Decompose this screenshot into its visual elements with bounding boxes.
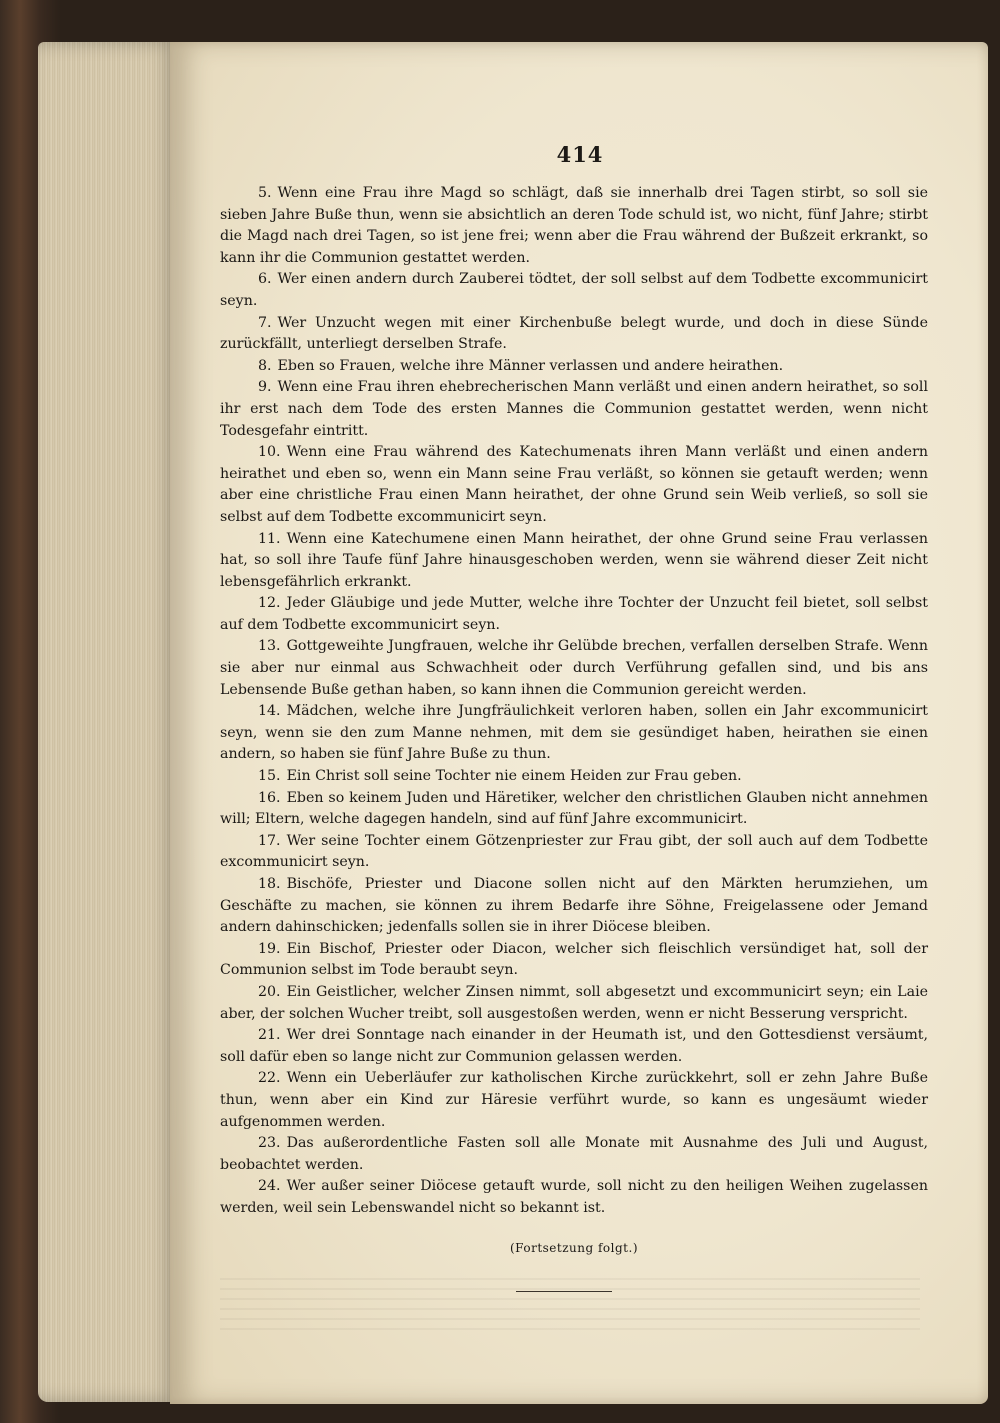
paragraph-number: 23. <box>258 1135 281 1152</box>
paragraph-text: Wenn eine Frau ihren ehebrecherischen Mann verläßt und einen andern heirathet, so soll ihr erst nach dem Tode des ersten Mannes die Communion gestattet werden, wenn nicht Todesgefahr eintritt. <box>220 379 928 439</box>
paragraph-number: 10. <box>258 444 281 461</box>
paragraph-number: 15. <box>258 768 281 785</box>
paragraph-number: 21. <box>258 1027 281 1044</box>
paragraph-text: Wer einen andern durch Zauberei tödtet, der soll selbst auf dem Todbette excommunicirt seyn. <box>220 271 928 309</box>
paragraph-text: Ein Christ soll seine Tochter nie einem Heiden zur Frau geben. <box>286 768 742 785</box>
paragraph-text: Jeder Gläubige und jede Mutter, welche ihre Tochter der Unzucht feil bietet, soll selbst auf dem Todbette excommunicirt seyn. <box>220 595 928 633</box>
paragraph-number: 13. <box>258 638 281 655</box>
paragraph-text: Das außerordentliche Fasten soll alle Monate mit Ausnahme des Juli und August, beobachtet werden. <box>220 1135 928 1173</box>
paragraph-number: 18. <box>258 876 281 892</box>
paragraph-number: 24. <box>258 1178 281 1195</box>
page-number: 414 <box>556 142 604 167</box>
paragraph-text: Mädchen, welche ihre Jungfräulichkeit verloren haben, sollen ein Jahr excommunicirt seyn, wenn sie den zum Manne nehmen, mit dem sie gesündiget haben, heirathen sie einen andern, so haben sie fünf Jahre Buße zu thun. <box>220 703 928 763</box>
paragraph-text: Eben so keinem Juden und Häretiker, welcher den christlichen Glauben nicht annehmen will; Eltern, welche dagegen handeln, sind auf fünf Jahre excommunicirt. <box>220 789 928 828</box>
paragraph-number: 12. <box>258 595 281 612</box>
paragraph-8 <box>220 356 928 378</box>
paragraph-text: Eben so Frauen, welche ihre Männer verlassen und andere heirathen. <box>277 357 784 374</box>
paragraph-text: Wer drei Sonntage nach einander in der Heumath ist, und den Gottesdienst versäumt, soll dafür eben so lange nicht zur Communion gelassen werden. <box>220 1027 928 1065</box>
paragraph-text: Bischöfe, Priester und Diacone sollen nicht auf den Märkten herumziehen, um Geschäfte zu machen, sie können zu ihrem Bedarfe ihre Söhne, Freigelassene oder Jemand andern dahinschicken; jedenfalls sollen sie in ihrer Diöcese bleiben. <box>220 876 928 936</box>
paragraph-number: 17. <box>258 832 281 849</box>
paragraph-15 <box>220 766 928 788</box>
paragraph-number: 11. <box>258 530 281 547</box>
paragraph-number: 14. <box>258 703 281 720</box>
paragraph-text: Wer Unzucht wegen mit einer Kirchenbuße belegt wurde, und doch in diese Sünde zurückfällt, unterliegt derselben Strafe. <box>220 314 928 353</box>
paragraph-number: 6. <box>258 271 272 288</box>
continued-note: (Fortsetzung folgt.) <box>510 1241 638 1255</box>
paragraph-14 <box>220 701 928 766</box>
paragraph-21 <box>220 1025 928 1068</box>
paragraph-text: Ein Geistlicher, welcher Zinsen nimmt, soll abgesetzt und excommunicirt seyn; ein Laie aber, der solchen Wucher treibt, soll ausgestoßen werden, wenn er nicht Besserung verspricht. <box>220 983 928 1022</box>
paragraph-7 <box>220 313 928 356</box>
paragraph-number: 8. <box>258 357 272 374</box>
paragraph-text: Wenn eine Katechumene einen Mann heirathet, der ohne Grund seine Frau verlassen hat, so soll ihre Taufe fünf Jahre hinausgeschoben werden, wenn sie während dieser Zeit nicht lebensgefährlich erkrankt. <box>220 530 928 590</box>
page-body <box>220 183 928 1220</box>
paragraph-23 <box>220 1133 928 1176</box>
paragraph-6 <box>220 269 928 312</box>
paragraph-12 <box>220 593 928 636</box>
paragraph-11 <box>220 529 928 594</box>
paragraph-19 <box>220 939 928 982</box>
paragraph-number: 20. <box>258 983 281 1000</box>
paragraph-13 <box>220 636 928 701</box>
paragraph-5 <box>220 183 928 269</box>
paragraph-22 <box>220 1068 928 1133</box>
paragraph-text: Wenn eine Frau ihre Magd so schlägt, daß sie innerhalb drei Tagen stirbt, so soll sie sieben Jahre Buße thun, wenn sie absichtlich an deren Tode schuld ist, wo nicht, fünf Jahre; stirbt die Magd nach drei Tagen, so ist jene frei; wenn aber die Frau während der Bußzeit erkrankt, so kann ihr die Communion gestattet werden. <box>220 185 928 266</box>
paragraph-number: 9. <box>258 379 272 396</box>
paragraph-16 <box>220 788 928 831</box>
footer-rule <box>516 1291 612 1292</box>
paragraph-text: Gottgeweihte Jungfrauen, welche ihr Gelübde brechen, verfallen derselben Strafe. Wenn sie aber nur einmal aus Schwachheit oder durch Verführung gefallen sind, und bis ans Lebensende Buße gethan haben, so kann ihnen die Communion gereicht werden. <box>220 638 928 698</box>
paragraph-text: Wenn eine Frau während des Katechumenats ihren Mann verläßt und einen andern heirathet und eben so, wenn ein Mann seine Frau verläßt, so können sie getauft werden; wenn aber eine christliche Frau einen Mann heirathet, der ohne Grund sein Weib verließ, so soll sie selbst auf dem Todbette excommunicirt seyn. <box>220 444 928 525</box>
paragraph-number: 16. <box>258 789 281 806</box>
page-stack-edge <box>38 42 178 1402</box>
paragraph-20 <box>220 982 928 1025</box>
paragraph-number: 22. <box>258 1070 281 1087</box>
paragraph-24 <box>220 1176 928 1219</box>
paragraph-text: Ein Bischof, Priester oder Diacon, welcher sich fleischlich versündiget hat, soll der Communion selbst im Tode beraubt seyn. <box>220 940 928 979</box>
paragraph-number: 19. <box>258 940 281 957</box>
paragraph-text: Wer seine Tochter einem Götzenpriester zur Frau gibt, der soll auch auf dem Todbette excommunicirt seyn. <box>220 832 928 871</box>
paragraph-9 <box>220 377 928 442</box>
bleed-through-texture <box>220 1270 920 1330</box>
paragraph-10 <box>220 442 928 528</box>
paragraph-number: 5. <box>258 185 272 201</box>
paragraph-text: Wer außer seiner Diöcese getauft wurde, soll nicht zu den heiligen Weihen zugelassen werden, weil sein Lebenswandel nicht so bekannt ist. <box>220 1178 928 1216</box>
paragraph-number: 7. <box>258 314 272 331</box>
paragraph-18 <box>220 874 928 939</box>
paragraph-text: Wenn ein Ueberläufer zur katholischen Kirche zurückkehrt, soll er zehn Jahre Buße thun, wenn aber ein Kind zur Häresie verführt wurde, so kann es ungesäumt wieder aufgenommen werden. <box>220 1070 928 1130</box>
paragraph-17 <box>220 831 928 874</box>
